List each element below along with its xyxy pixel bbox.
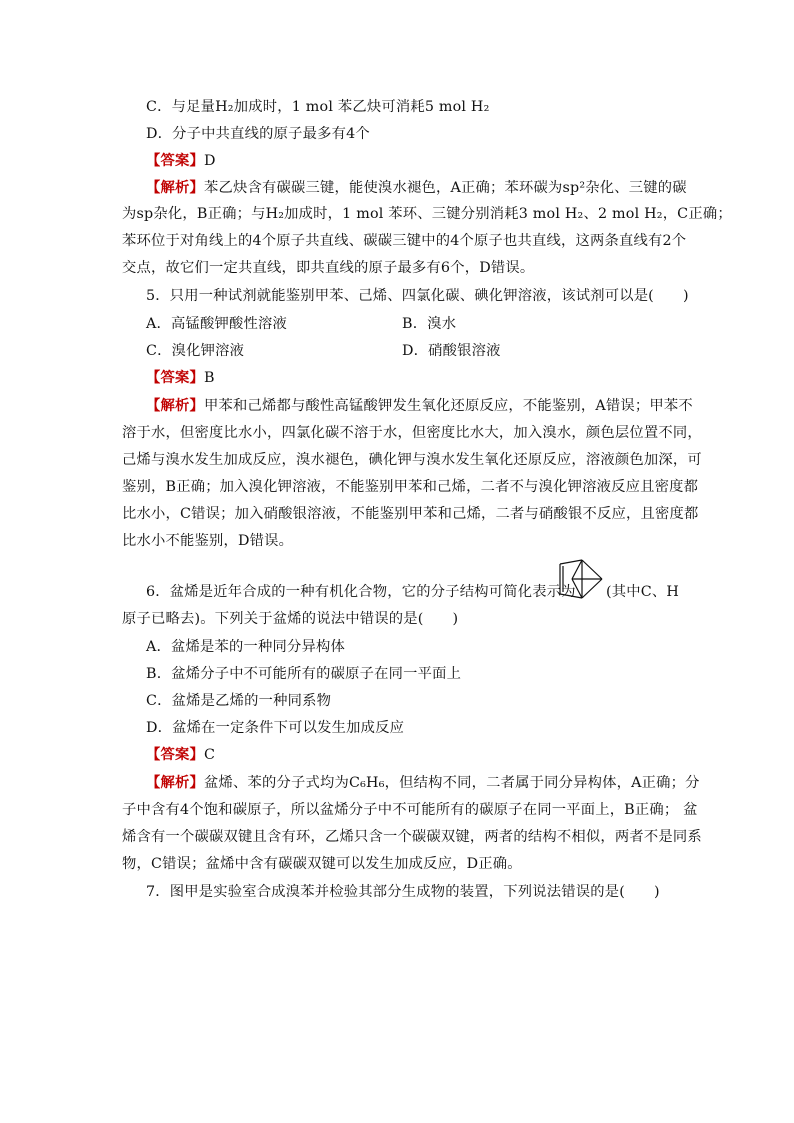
q6-stem-line-2: 原子已略去)。下列关于盆烯的说法中错误的是( ) [122,611,459,627]
q6-stem-line-1: 6．盆烯是近年合成的一种有机化合物，它的分子结构可简化表示为 [146,584,576,600]
answer-tag: 【答案】 [146,747,204,763]
q4-analysis-line-2: 为sp杂化，B正确；与H₂加成时，1 mol 苯环、三键分别消耗3 mol H₂、2 mol H₂，C正确； [122,206,732,222]
q6-analysis-line-4: 物，C错误；盆烯中含有碳碳双键可以发生加成反应，D正确。 [122,856,522,872]
q5-option-c: C．溴化钾溶液 [146,343,245,359]
q4-option-d: D．分子中共直线的原子最多有4个 [146,126,370,142]
answer-tag: 【答案】 [146,153,204,169]
q6-answer: C [204,747,216,763]
q5-answer: B [204,370,215,386]
q6-stem-line-1-tail: (其中C、H [606,584,680,600]
mol-bond [582,560,602,579]
q5-option-d: D．硝酸银溶液 [402,343,501,359]
q6-analysis-line-1: 【解析】盆烯、苯的分子式均为C₆H₆，但结构不同，二者属于同分异构体，A正确；分 [146,775,700,791]
q4-analysis-line-3: 苯环位于对角线上的4个原子共直线、碳碳三键中的4个原子也共直线，这两条直线有2个 [122,233,687,249]
q5-analysis-line-2: 溶于水，但密度比水小，四氯化碳不溶于水，但密度比水大，加入溴水，颜色层位置不同， [122,425,702,441]
mol-bond [560,560,582,564]
q4-answer: D [204,153,216,169]
analysis-tag: 【解析】 [146,775,204,791]
mol-bond [582,579,602,598]
q5-option-b: B．溴水 [402,316,457,332]
q4-analysis-line-4: 交点，故它们一定共直线，即共直线的原子最多有6个，D错误。 [122,260,535,276]
mol-bond [560,594,582,598]
q5-answer-line [146,368,686,388]
q6-answer-line [146,745,686,765]
q6-option-c: C．盆烯是乙烯的一种同系物 [146,693,332,709]
q5-analysis-line-5: 比水小，C错误；加入硝酸银溶液，不能鉴别甲苯和己烯，二者与硝酸银不反应，且密度都 [122,506,699,522]
q5-analysis-line-3: 己烯与溴水发生加成反应，溴水褪色，碘化钾与溴水发生氧化还原反应，溶液颜色加深，可 [122,452,702,468]
q4-answer-line [146,151,686,171]
mol-bond [572,579,582,598]
q6-analysis-line-2: 子中含有4个饱和碳原子，所以盆烯分子中不可能所有的碳原子在同一平面上，B正确； 盆 [122,802,698,818]
q5-analysis-line-4: 鉴别，B正确；加入溴化钾溶液，不能鉴别甲苯和己烯，二者不与溴化钾溶液反应且密度都 [122,479,699,495]
mol-bond [572,560,582,579]
q5-analysis-line-1: 【解析】甲苯和己烯都与酸性高锰酸钾发生氧化还原反应，不能鉴别，A错误；甲苯不 [146,398,693,414]
q6-option-a: A．盆烯是苯的一种同分异构体 [146,639,345,655]
analysis-tag: 【解析】 [146,180,204,196]
q5-options-ab [146,314,686,334]
analysis-tag: 【解析】 [146,398,204,414]
q4-analysis-line-1: 【解析】苯乙炔含有碳碳三键，能使溴水褪色，A正确；苯环碳为sp²杂化、三键的碳 [146,180,687,196]
q6-option-d: D．盆烯在一定条件下可以发生加成反应 [146,720,405,736]
q5-options-cd [146,341,686,361]
answer-tag: 【答案】 [146,370,204,386]
q5-analysis-line-6: 比水小不能鉴别，D错误。 [122,533,294,549]
q5-option-a: A．高锰酸钾酸性溶液 [146,316,287,332]
benzvalene-structure-image [552,558,606,602]
q6-analysis-line-3: 烯含有一个碳碳双键且含有环，乙烯只含一个碳碳双键，两者的结构不相似，两者不是同系 [122,829,702,845]
q7-stem: 7．图甲是实验室合成溴苯并检验其部分生成物的装置，下列说法错误的是( ) [146,884,660,900]
q5-stem: 5．只用一种试剂就能鉴别甲苯、己烯、四氯化碳、碘化钾溶液，该试剂可以是( ) [146,288,689,304]
q4-option-c: C．与足量H₂加成时，1 mol 苯乙炔可消耗5 mol H₂ [146,99,490,115]
q6-option-b: B．盆烯分子中不可能所有的碳原子在同一平面上 [146,666,462,682]
